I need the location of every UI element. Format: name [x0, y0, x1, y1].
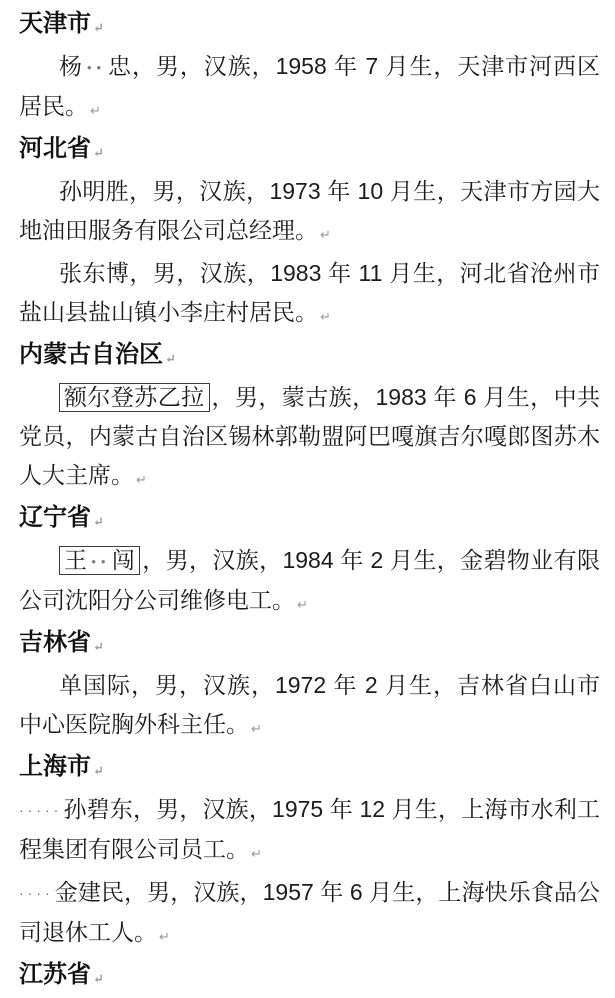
person-name-part: 杨: [59, 53, 83, 79]
entry-text: 孙碧东，男，汉族，1975 年 12 月生，上海市水利工程集团有限公司员工。: [19, 796, 600, 862]
entry-text: 忠，男，汉族，1958 年 7 月生，天津市河西区居民。: [19, 53, 600, 119]
paragraph-mark-icon: ↵: [93, 971, 104, 986]
province-name: 吉林省: [19, 630, 91, 656]
entry-text: 孙明胜，男，汉族，1973 年 10 月生，天津市方园大地油田服务有限公司总经理。: [19, 178, 600, 243]
paragraph-mark-icon: ↵: [136, 472, 147, 487]
paragraph-mark-icon: ↵: [93, 20, 104, 35]
province-heading: [19, 624, 600, 666]
boxed-name: 额尔登苏乙拉: [59, 383, 210, 412]
province-heading: [19, 5, 600, 47]
person-entry: [19, 666, 600, 748]
entry-text: 张东博，男，汉族，1983 年 11 月生，河北省沧州市盐山县盐山镇小李庄村居民。: [19, 260, 600, 325]
space-dots-icon: ·····: [19, 802, 63, 818]
province-heading: [19, 336, 600, 378]
paragraph-mark-icon: ↵: [297, 597, 308, 612]
space-dots-icon: ••: [91, 554, 111, 569]
person-name-part: 王: [64, 547, 88, 573]
paragraph-mark-icon: ↵: [93, 145, 104, 160]
entry-text: ，男，汉族，1984 年 2 月生，金碧物业有限公司沈阳分公司维修电工。: [19, 547, 601, 613]
entry-text: 金建民，男，汉族，1957 年 6 月生，上海快乐食品公司退休工人。: [19, 879, 600, 945]
space-dots-icon: ····: [19, 885, 54, 901]
paragraph-mark-icon: ↵: [90, 103, 101, 118]
entry-text: ，男，蒙古族，1983 年 6 月生，中共党员，内蒙古自治区锡林郭勒盟阿巴嘎旗吉尔嘎郎图苏木人大主席。: [19, 384, 600, 488]
province-name: 江苏省: [19, 962, 91, 988]
person-name-part: 闯: [111, 547, 136, 573]
province-heading: [19, 499, 600, 541]
province-name: 河北省: [19, 136, 91, 162]
person-entry: [19, 47, 600, 130]
paragraph-mark-icon: ↵: [93, 514, 104, 529]
paragraph-mark-icon: ↵: [165, 351, 176, 366]
person-entry: [19, 254, 600, 336]
paragraph-mark-icon: ↵: [93, 639, 104, 654]
paragraph-mark-icon: ↵: [320, 309, 331, 324]
province-name: 上海市: [19, 754, 91, 780]
province-name: 内蒙古自治区: [19, 342, 163, 368]
space-dots-icon: ••: [86, 60, 107, 75]
province-name: 辽宁省: [19, 505, 91, 531]
province-heading: [19, 956, 600, 998]
paragraph-mark-icon: ↵: [159, 929, 170, 944]
person-entry: [19, 790, 600, 873]
person-entry: [19, 378, 600, 499]
paragraph-mark-icon: ↵: [93, 763, 104, 778]
person-entry: [19, 873, 600, 956]
paragraph-mark-icon: ↵: [320, 227, 331, 242]
paragraph-mark-icon: ↵: [251, 846, 262, 861]
paragraph-mark-icon: ↵: [251, 721, 262, 736]
province-heading: [19, 130, 600, 172]
person-entry: [19, 541, 600, 624]
province-name: 天津市: [19, 11, 91, 37]
boxed-name: [59, 546, 140, 575]
province-heading: [19, 748, 600, 790]
entry-text: 单国际，男，汉族，1972 年 2 月生，吉林省白山市中心医院胸外科主任。: [19, 672, 600, 737]
person-entry: [19, 172, 600, 254]
